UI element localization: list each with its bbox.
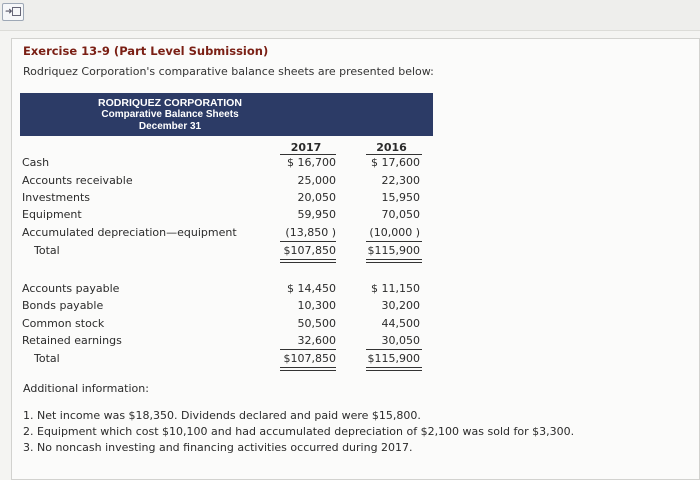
statement-date: December 31: [138, 121, 202, 132]
cell-2016: $ 17,600: [371, 156, 420, 169]
cell-2016: 44,500: [381, 317, 420, 330]
cell-2017: 20,050: [297, 191, 336, 204]
cell-2016: 22,300: [381, 174, 420, 187]
row-label-cash: Cash: [22, 156, 50, 169]
row-label-accounts-payable: Accounts payable: [22, 282, 120, 295]
row-label-common-stock: Common stock: [22, 317, 105, 330]
cell-2017: 50,500: [297, 317, 336, 330]
expand-button[interactable]: [2, 3, 24, 21]
cell-total-2017: $107,850: [283, 244, 336, 257]
row-label-bonds-payable: Bonds payable: [22, 299, 104, 312]
cell-2017: 10,300: [297, 299, 336, 312]
statement-header: [20, 93, 433, 136]
cell-2016: 15,950: [381, 191, 420, 204]
subtotal-rule: [280, 241, 336, 242]
row-label-accounts-receivable: Accounts receivable: [22, 174, 133, 187]
row-label-total-assets: Total: [34, 244, 60, 257]
cell-2016: 70,050: [381, 208, 420, 221]
column-header-2016: 2016: [376, 141, 407, 154]
header-underline: [366, 154, 422, 155]
cell-2017: 32,600: [297, 334, 336, 347]
note-item: 3. No noncash investing and financing activities occurred during 2017.: [23, 441, 413, 454]
additional-info-heading: Additional information:: [23, 382, 149, 395]
cell-total-2017: $107,850: [283, 352, 336, 365]
company-name: RODRIQUEZ CORPORATION: [98, 97, 242, 109]
row-label-equipment: Equipment: [22, 208, 82, 221]
subtotal-rule: [366, 241, 422, 242]
subtotal-rule: [366, 349, 422, 350]
note-item: 1. Net income was $18,350. Dividends declared and paid were $15,800.: [23, 409, 421, 422]
subtotal-rule: [280, 349, 336, 350]
total-double-rule: [366, 259, 422, 263]
note-item: 2. Equipment which cost $10,100 and had accumulated depreciation of $2,100 was sold for $3,300.: [23, 425, 575, 438]
cell-2017: (13,850 ): [285, 226, 336, 239]
total-double-rule: [366, 367, 422, 371]
cell-2017: $ 14,450: [287, 282, 336, 295]
statement-name: Comparative Balance Sheets: [101, 109, 239, 120]
cell-2017: $ 16,700: [287, 156, 336, 169]
cell-2017: 25,000: [297, 174, 336, 187]
cell-2017: 59,950: [297, 208, 336, 221]
column-header-2017: 2017: [290, 141, 322, 154]
total-double-rule: [280, 259, 336, 263]
header-underline: [280, 154, 336, 155]
exercise-title: Exercise 13-9 (Part Level Submission): [23, 44, 269, 58]
cell-total-2016: $115,900: [367, 352, 420, 365]
window-icon: [12, 7, 21, 16]
total-double-rule: [280, 367, 336, 371]
row-label-retained-earnings: Retained earnings: [22, 334, 122, 347]
top-toolbar: [0, 0, 700, 31]
row-label-accumulated-depreciation: Accumulated depreciation—equipment: [22, 226, 237, 239]
cell-2016: 30,200: [381, 299, 420, 312]
row-label-investments: Investments: [22, 191, 91, 204]
arrow-right-icon: ➜: [5, 7, 13, 17]
cell-total-2016: $115,900: [367, 244, 420, 257]
intro-text: Rodriquez Corporation's comparative balance sheets are presented below:: [23, 65, 434, 78]
cell-2016: (10,000 ): [369, 226, 420, 239]
cell-2016: 30,050: [381, 334, 420, 347]
row-label-total-liabilities-equity: Total: [34, 352, 60, 365]
cell-2016: $ 11,150: [371, 282, 420, 295]
